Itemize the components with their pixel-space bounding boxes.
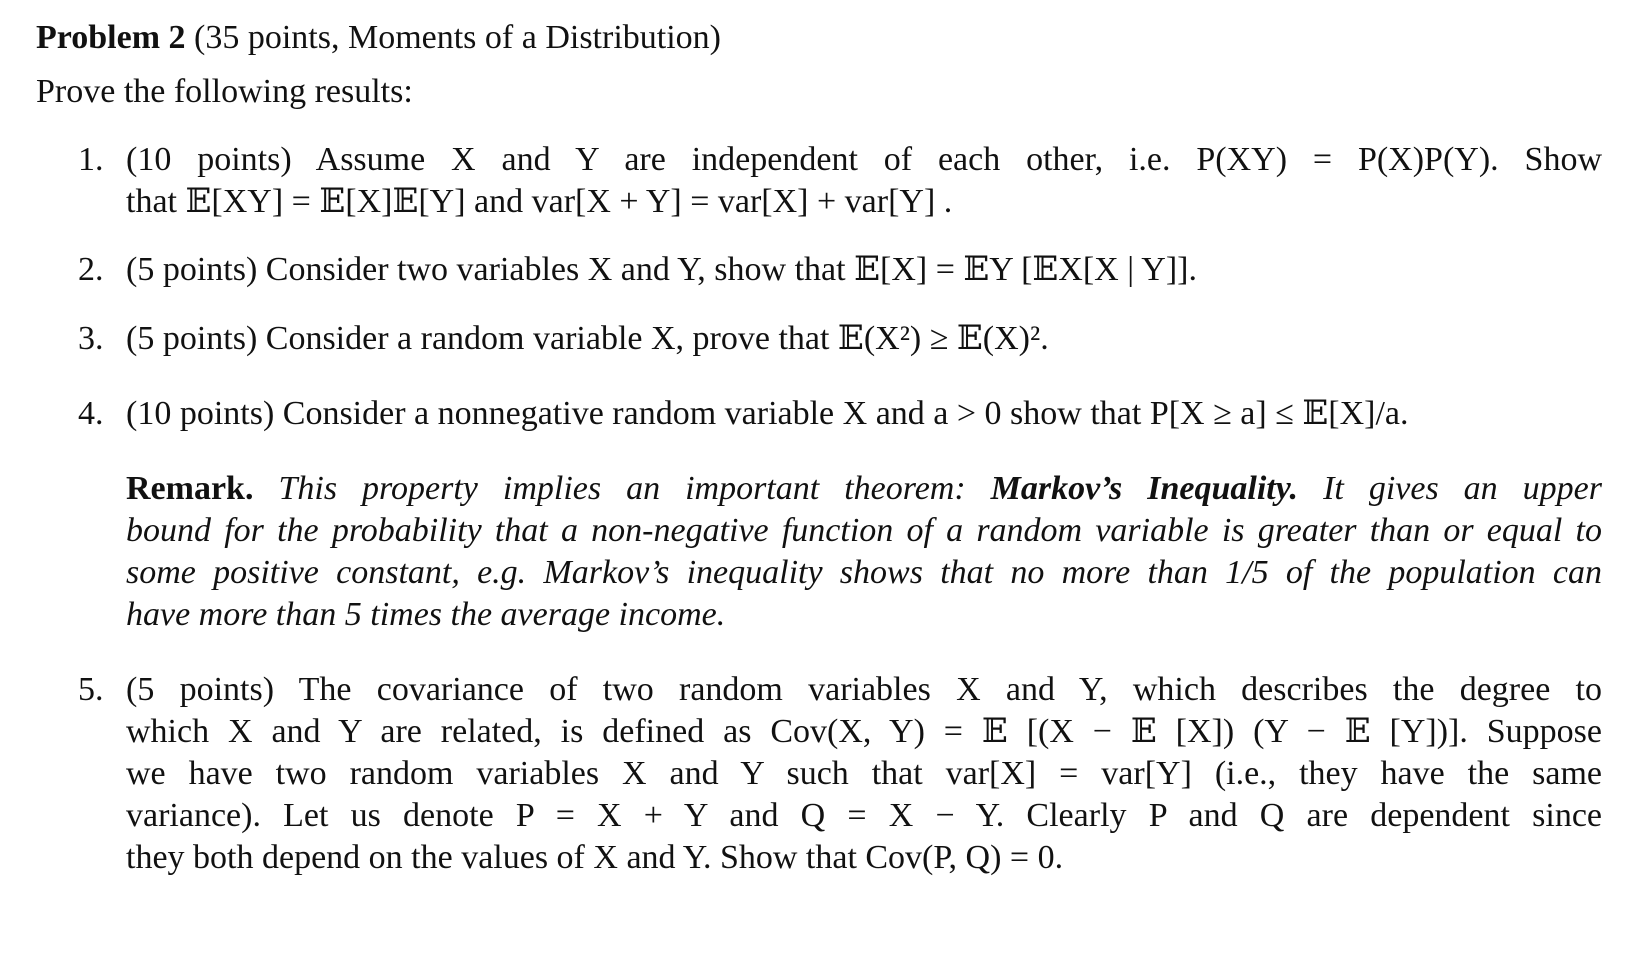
remark-text-1: This property implies an important theorem: bbox=[278, 470, 966, 507]
item-5-line-5: they both depend on the values of X and Y. Show that Cov(P, Q) = 0. bbox=[126, 839, 1064, 876]
item-5 bbox=[126, 669, 1602, 879]
item-4-line-1: (10 points) Consider a nonnegative random variable X and a > 0 show that P[X ≥ a] ≤ 𝔼[X]/a. bbox=[126, 395, 1409, 432]
remark-line-4: have more than 5 times the average income. bbox=[126, 596, 726, 633]
item-number-5: 5. bbox=[78, 671, 104, 708]
item-3-line-1: (5 points) Consider a random variable X, prove that 𝔼(X²) ≥ 𝔼(X)². bbox=[126, 320, 1049, 357]
item-1-line-2: that 𝔼[XY] = 𝔼[X]𝔼[Y] and var[X + Y] = var[X] + var[Y] . bbox=[126, 183, 953, 220]
item-4 bbox=[126, 393, 1602, 435]
remark-block bbox=[126, 468, 1602, 636]
remark-emphasis: Markov’s Inequality. bbox=[990, 470, 1299, 507]
item-1-line-1: (10 points) Assume X and Y are independent of each other, i.e. P(XY) = P(X)P(Y). Show bbox=[126, 141, 1602, 178]
remark-label: Remark. bbox=[126, 470, 254, 507]
problem-label: Problem 2 bbox=[36, 19, 186, 56]
item-5-line-4: variance). Let us denote P = X + Y and Q = X − Y. Clearly P and Q are dependent since bbox=[126, 797, 1602, 834]
remark-line-1 bbox=[126, 468, 1602, 510]
problem-meta: (35 points, Moments of a Distribution) bbox=[185, 19, 721, 56]
item-5-line-2: which X and Y are related, is defined as Cov(X, Y) = 𝔼 [(X − 𝔼 [X]) (Y − 𝔼 [Y])]. Suppose bbox=[126, 713, 1602, 750]
item-number-2: 2. bbox=[78, 251, 104, 288]
intro-text: Prove the following results: bbox=[36, 73, 413, 110]
item-number-4: 4. bbox=[78, 395, 104, 432]
item-2-line-1: (5 points) Consider two variables X and Y, show that 𝔼[X] = 𝔼Y [𝔼X[X | Y]]. bbox=[126, 251, 1197, 288]
item-5-line-3: we have two random variables X and Y such that var[X] = var[Y] (i.e., they have the same bbox=[126, 755, 1602, 792]
item-number-3: 3. bbox=[78, 320, 104, 357]
remark-text-2: It gives an upper bbox=[1323, 470, 1602, 507]
remark-line-2: bound for the probability that a non-negative function of a random variable is greater than or equal to bbox=[126, 512, 1602, 549]
item-5-line-1: (5 points) The covariance of two random variables X and Y, which describes the degree to bbox=[126, 671, 1602, 708]
item-1 bbox=[126, 139, 1602, 223]
item-2 bbox=[126, 249, 1602, 291]
item-number-1: 1. bbox=[78, 141, 104, 178]
remark-line-3: some positive constant, e.g. Markov’s inequality shows that no more than 1/5 of the population can bbox=[126, 554, 1602, 591]
problem-title bbox=[36, 18, 721, 58]
item-3 bbox=[126, 318, 1602, 360]
